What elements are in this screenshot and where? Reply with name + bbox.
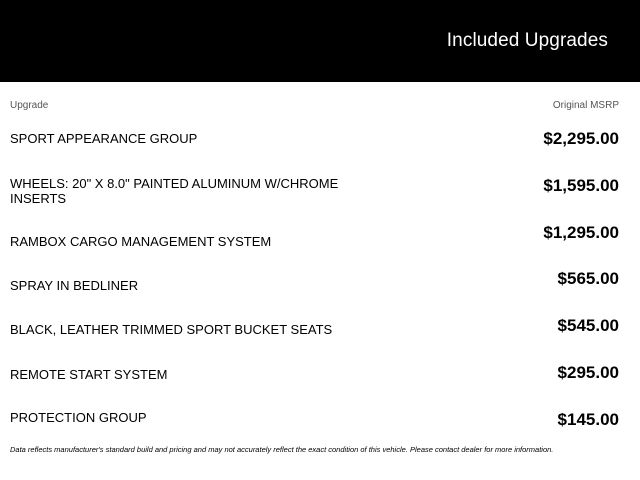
- upgrade-name: BLACK, LEATHER TRIMMED SPORT BUCKET SEATS: [10, 322, 333, 337]
- upgrade-name: WHEELS: 20" X 8.0" PAINTED ALUMINUM W/CHROME INSERTS: [10, 176, 339, 206]
- upgrade-name: PROTECTION GROUP: [10, 410, 147, 425]
- list-item: [0, 225, 640, 265]
- disclaimer-text: Data reflects manufacturer's standard build and pricing and may not accurately reflect the exact condition of this vehicle. Please contact dealer for more information.: [10, 445, 554, 454]
- list-item: [0, 270, 640, 310]
- upgrade-price: $2,295.00: [543, 129, 619, 148]
- list-item: [0, 405, 640, 445]
- upgrade-name: RAMBOX CARGO MANAGEMENT SYSTEM: [10, 234, 272, 249]
- list-item: [0, 130, 640, 170]
- upgrade-price: $145.00: [557, 410, 619, 429]
- column-header-msrp: Original MSRP: [552, 100, 619, 111]
- list-item: [0, 315, 640, 355]
- list-item: [0, 175, 640, 215]
- page-title: Included Upgrades: [446, 30, 608, 51]
- list-item: [0, 360, 640, 400]
- upgrade-price: $565.00: [557, 269, 619, 288]
- upgrade-price: $545.00: [557, 316, 619, 335]
- column-header-upgrade: Upgrade: [10, 100, 49, 111]
- upgrade-price: $1,295.00: [543, 223, 619, 242]
- upgrade-name: SPRAY IN BEDLINER: [10, 278, 139, 293]
- page-header: [0, 0, 640, 82]
- upgrade-price: $1,595.00: [543, 176, 619, 195]
- upgrade-name: SPORT APPEARANCE GROUP: [10, 131, 198, 146]
- upgrade-name: REMOTE START SYSTEM: [10, 367, 168, 382]
- upgrade-price: $295.00: [557, 363, 619, 382]
